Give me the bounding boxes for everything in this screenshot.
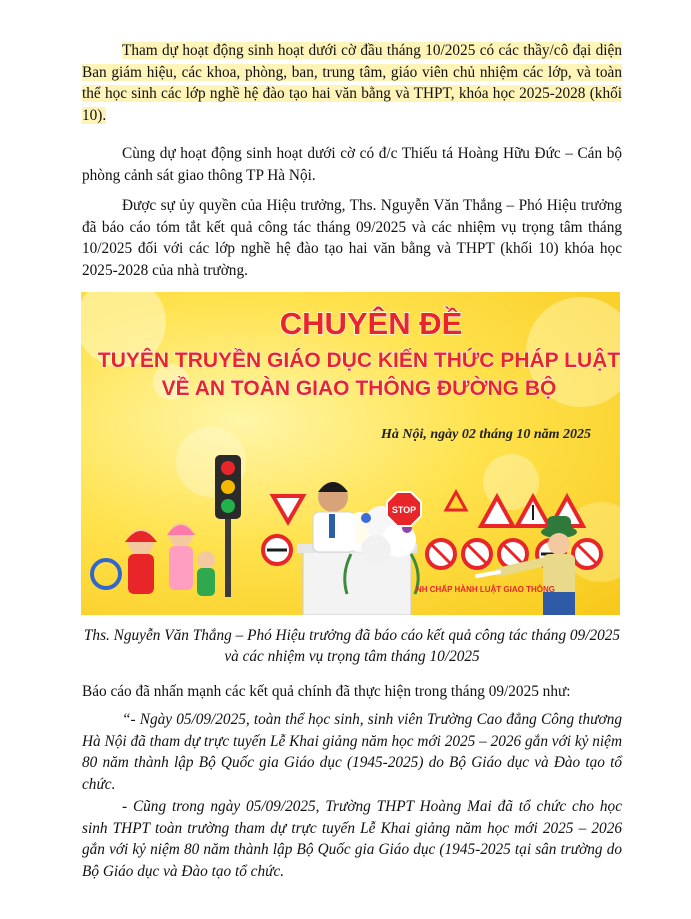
banner-title: CHUYÊN ĐỀ xyxy=(279,306,463,341)
banner-date: Hà Nội, ngày 02 tháng 10 năm 2025 xyxy=(380,427,591,442)
paragraph-summary-intro: Báo cáo đã nhấn mạnh các kết quả chính đã thực hiện trong tháng 09/2025 như: xyxy=(82,683,571,700)
paragraph-guest: Cùng dự hoạt động sinh hoạt dưới cờ có đ/c Thiếu tá Hoàng Hữu Đức – Cán bộ phòng cảnh sát giao thông TP Hà Nội. xyxy=(82,145,622,184)
banner-illustration xyxy=(81,292,620,615)
paragraph-quote-1: “- Ngày 05/09/2025, toàn thể học sinh, sinh viên Trường Cao đẳng Công thương Hà Nội đã tham dự trực tuyến Lễ Khai giảng năm học mới 2025 – 2026 gắn với kỷ niệm 80 năm thành lập Bộ Quốc gia Giáo dục (1945-2025) do Bộ Giáo dục và Đào tạo tổ chức. xyxy=(82,711,622,793)
paragraph-attendance xyxy=(82,40,622,126)
stop-sign-label: STOP xyxy=(391,505,417,515)
banner-subtitle-line2: VỀ AN TOÀN GIAO THÔNG ĐƯỜNG BỘ xyxy=(161,377,557,400)
traffic-police-illustration xyxy=(477,516,577,615)
warning-sign-icon xyxy=(446,492,466,510)
paragraph-report: Được sự ủy quyền của Hiệu trưởng, Ths. Nguyễn Văn Thắng – Phó Hiệu trưởng đã báo cáo tóm tắt kết quả công tác tháng 09/2025 và các nhiệm vụ trọng tâm tháng 10/2025 đối với các lớp nghề hệ đào tạo hai văn bằng và THPT (khối 10) khóa học 2025-2028 của nhà trường. xyxy=(82,197,622,279)
banner-bottom-text: NH CHẤP HÀNH LUẬT GIAO THÔNG xyxy=(416,585,555,594)
traffic-light-icon xyxy=(215,455,241,597)
paragraph-quote-2: - Cũng trong ngày 05/09/2025, Trường THPT Hoàng Mai đã tổ chức cho học sinh THPT toàn trường tham dự trực tuyến Lễ Khai giảng năm học mới 2025 – 2026 gắn với kỷ niệm 80 năm thành lập Bộ Quốc gia Giáo dục (1945-2025 tại sân trường do Bộ Giáo dục và Đào tạo tổ chức. xyxy=(82,798,622,880)
photo-caption: Ths. Nguyễn Văn Thắng – Phó Hiệu trưởng đã báo cáo kết quả công tác tháng 09/2025 và các nhiệm vụ trọng tâm tháng 10/2025 xyxy=(83,627,621,665)
yield-sign-icon xyxy=(273,496,303,522)
event-photo xyxy=(81,292,620,615)
family-illustration xyxy=(92,523,215,596)
highlighted-text: Tham dự hoạt động sinh hoạt dưới cờ đầu tháng 10/2025 có các thầy/cô đại diện Ban giám hiệu, các khoa, phòng, ban, trung tâm, giáo viên chủ nhiệm các lớp, và toàn thể học sinh các lớp nghề hệ đào tạo hai văn bằng và THPT, khóa học 2025-2028 (khối 10). xyxy=(82,42,622,124)
banner-subtitle-line1: TUYÊN TRUYỀN GIÁO DỤC KIẾN THỨC PHÁP LUẬT xyxy=(97,349,620,372)
